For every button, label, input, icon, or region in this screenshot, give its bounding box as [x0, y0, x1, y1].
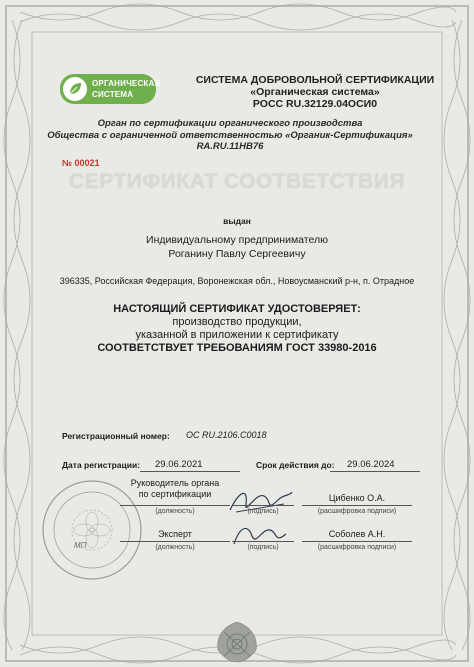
- head-position-line-2: по сертификации: [138, 489, 212, 499]
- expert-decoding-hint: (расшифровка подписи): [317, 544, 397, 551]
- head-decoding-hint: (расшифровка подписи): [317, 508, 397, 515]
- certificate-title: СЕРТИФИКАТ СООТВЕТСТВИЯ: [69, 170, 405, 193]
- organ-line-1: Орган по сертификации органического производства: [97, 118, 363, 129]
- registration-date-label: Дата регистрации:: [62, 460, 141, 470]
- head-name: Цибенко О.А.: [328, 493, 386, 503]
- logo-line-1: ОРГАНИЧЕСКАЯ: [92, 79, 161, 88]
- registration-date: 29.06.2021: [155, 459, 203, 470]
- statement-line-2: производство продукции,: [172, 316, 302, 328]
- organ-line-2: Общества с ограниченной ответственностью «Органик-Сертификация»: [47, 129, 413, 141]
- organ-line-3: RA.RU.11НВ76: [196, 141, 264, 152]
- issued-label: выдан: [223, 216, 251, 226]
- system-line-1: СИСТЕМА ДОБРОВОЛЬНОЙ СЕРТИФИКАЦИИ: [195, 74, 435, 86]
- leaf-icon: [63, 77, 87, 101]
- logo-text: [92, 78, 160, 100]
- system-line-3: РОСС RU.32129.04ОСИ0: [252, 98, 378, 110]
- registration-number: ОС RU.2106.С0018: [186, 430, 267, 440]
- expert-signature-hint: (подпись): [247, 544, 279, 551]
- valid-until-date: 29.06.2024: [347, 459, 395, 470]
- recipient: [0, 233, 474, 261]
- head-position-hint: (должность): [155, 508, 195, 515]
- system-line-2: «Органическая система»: [250, 86, 380, 98]
- head-position-line-1: Руководитель органа: [130, 478, 220, 488]
- expert-position: Эксперт: [158, 529, 192, 539]
- logo-line-2: СИСТЕМА: [92, 90, 134, 99]
- certification-system-title: [180, 74, 450, 110]
- organic-system-logo: [60, 74, 161, 104]
- head-signature: [226, 482, 296, 522]
- registration-label: Регистрационный номер:: [62, 431, 170, 441]
- recipient-line-2: Роганину Павлу Сергеевичу: [168, 248, 306, 260]
- hologram-seal: [202, 616, 272, 666]
- statement-line-3: указанной в приложении к сертификату: [135, 329, 339, 341]
- stamp-center-text: МП: [74, 541, 87, 550]
- head-position: [120, 478, 230, 500]
- recipient-line-1: Индивидуальному предпринимателю: [146, 234, 328, 246]
- expert-name: Соболев А.Н.: [328, 529, 386, 539]
- recipient-address: 396335, Российская Федерация, Воронежская обл., Новоусманский р-н, п. Отрадное: [59, 276, 415, 286]
- expert-position-hint: (должность): [155, 544, 195, 551]
- head-signature-hint: (подпись): [247, 508, 279, 515]
- statement-line-4: СООТВЕТСТВУЕТ ТРЕБОВАНИЯМ ГОСТ 33980-2016: [97, 342, 377, 354]
- valid-until-label: Срок действия до:: [256, 460, 335, 470]
- certification-body: [40, 118, 420, 153]
- certificate-number: № 00021: [62, 158, 100, 168]
- certification-statement: [0, 303, 474, 355]
- statement-line-1: НАСТОЯЩИЙ СЕРТИФИКАТ УДОСТОВЕРЯЕТ:: [113, 303, 361, 315]
